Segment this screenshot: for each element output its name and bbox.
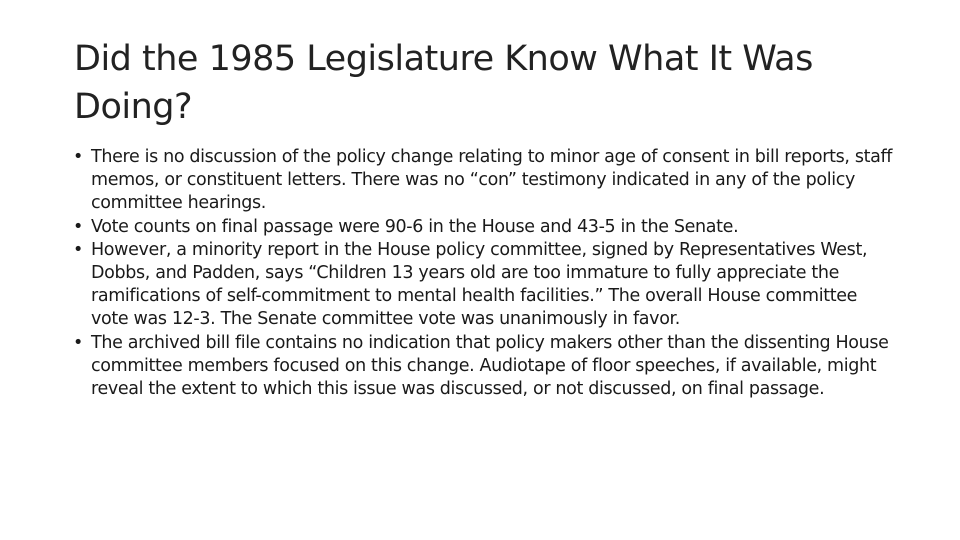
- bullet-text: The archived bill file contains no indication that policy makers other than the dissenting House committee members focused on this change. Audiotape of floor speeches, if available, might reveal the extent to which this issue was discussed, or not discussed, on final passage.: [91, 332, 889, 400]
- bullet-list: [73, 146, 893, 401]
- bullet-dot-icon: •: [73, 332, 83, 353]
- slide-title: Did the 1985 Legislature Know What It Was Doing?: [74, 39, 813, 127]
- bullet-item-archived-bill-file: [73, 332, 893, 402]
- bullet-dot-icon: •: [73, 239, 83, 260]
- bullet-text: However, a minority report in the House policy committee, signed by Representatives West, Dobbs, and Padden, says “Children 13 years old are too immature to fully appreciate the ramifications of self-commitment to mental health facilities.” The overall House committee vote was 12-3. The Senate committee vote was unanimously in favor.: [91, 239, 868, 330]
- bullet-dot-icon: •: [73, 147, 83, 167]
- bullet-item-minority-report: [73, 239, 893, 332]
- bullet-item-vote-counts: [73, 216, 893, 239]
- bullet-text: There is no discussion of the policy change relating to minor age of consent in bill reports, staff memos, or constituent letters. There was no “con” testimony indicated in any of the policy committee hearings.: [91, 147, 893, 214]
- bullet-item-no-discussion: [73, 146, 893, 216]
- bullet-dot-icon: •: [73, 216, 83, 237]
- bullet-text: Vote counts on final passage were 90-6 in the House and 43-5 in the Senate.: [91, 216, 739, 237]
